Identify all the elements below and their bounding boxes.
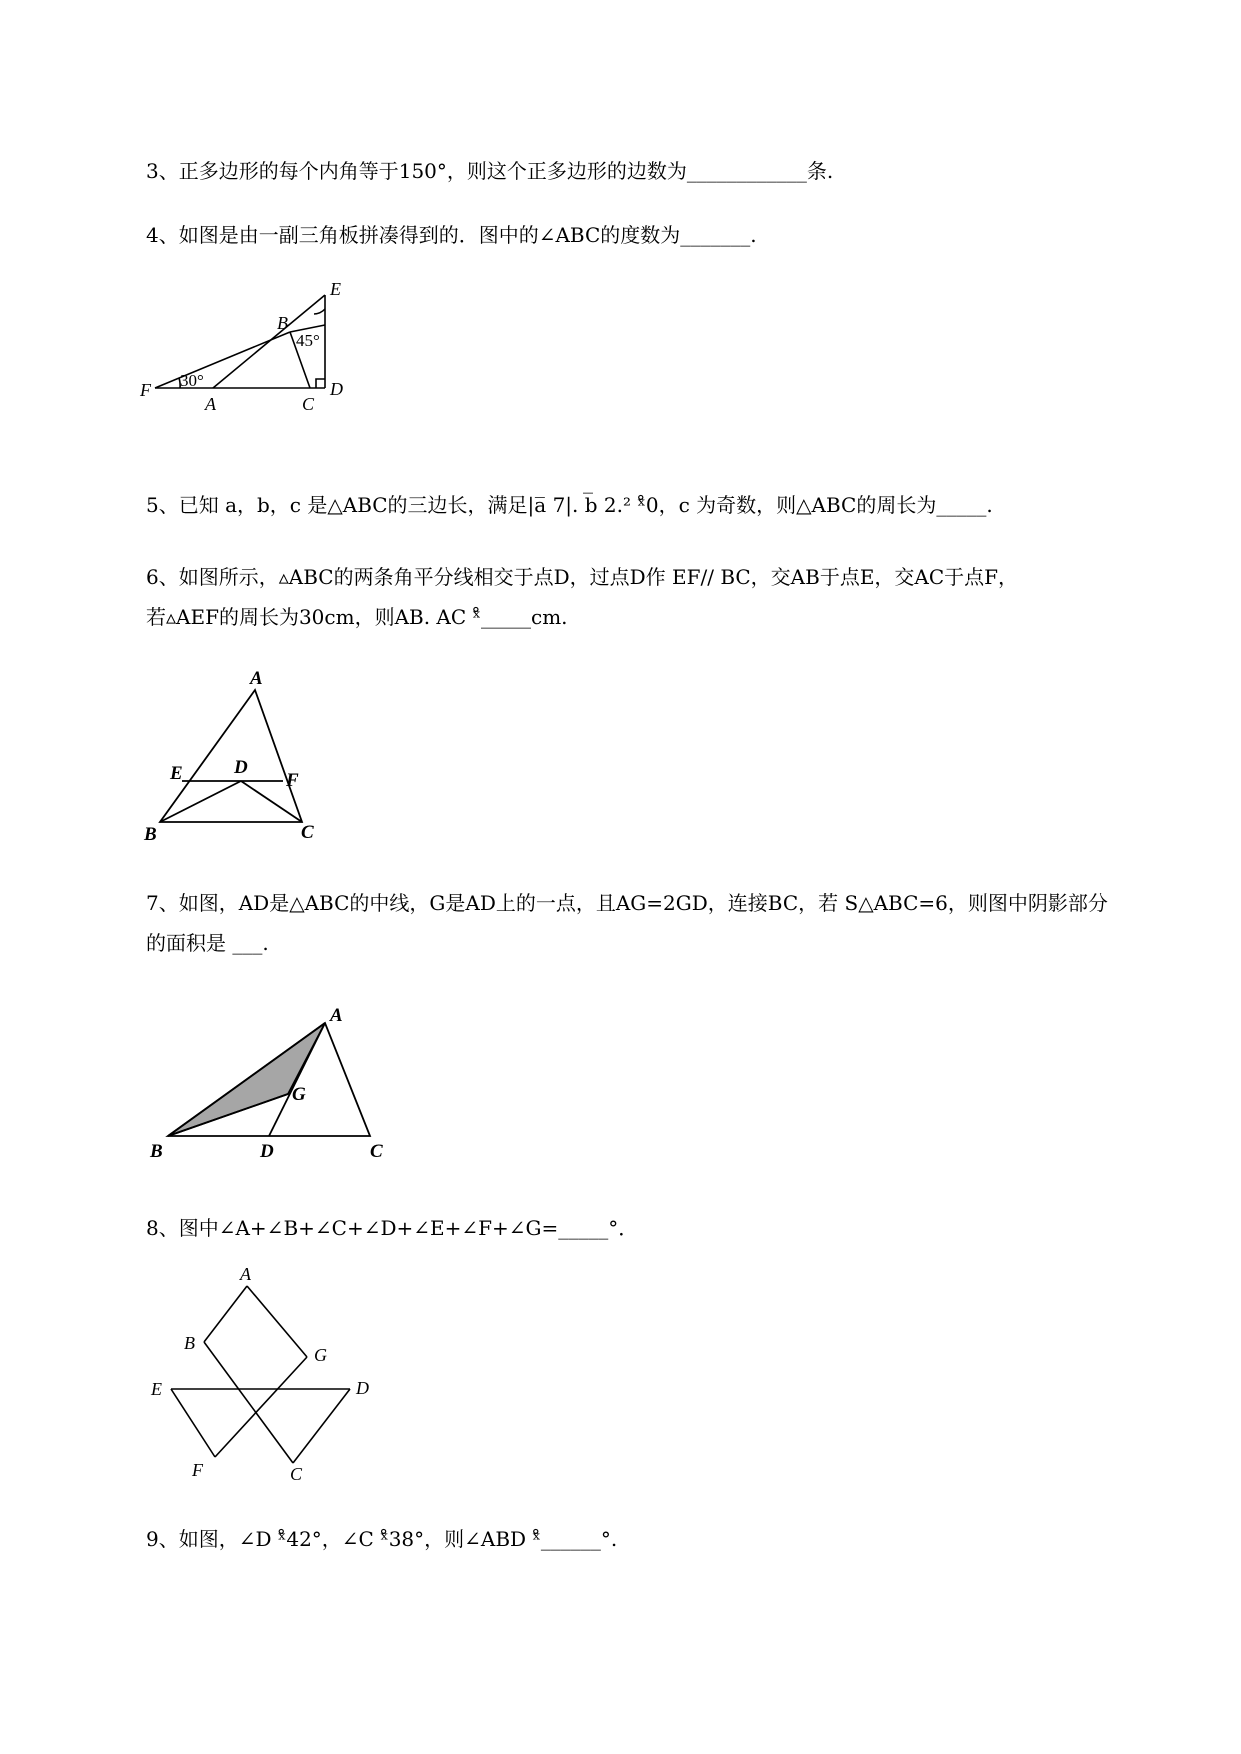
label-C: C xyxy=(290,1464,303,1484)
question-4-text: 4、如图是由一副三角板拼凑得到的．图中的∠ABC的度数为_______. xyxy=(146,223,757,247)
label-G: G xyxy=(314,1345,327,1365)
question-8-text: 8、图中∠A+∠B+∠C+∠D+∠E+∠F+∠G=_____°． xyxy=(146,1216,639,1240)
label-A: A xyxy=(330,1005,343,1026)
label-F: F xyxy=(286,770,299,791)
label-A: A xyxy=(250,668,263,689)
segment-EF xyxy=(171,1389,215,1457)
figure-7-median-triangle xyxy=(140,995,410,1165)
label-angle-30: 30° xyxy=(180,371,204,390)
triangle-ABC xyxy=(160,690,302,822)
question-3 xyxy=(146,151,833,191)
question-9 xyxy=(146,1519,617,1559)
question-6-line-1: 6、如图所示，▵ABC的两条角平分线相交于点D，过点D作 EF// BC，交AB于点E，交AC于点F， xyxy=(146,565,1019,589)
label-D: D xyxy=(260,1141,274,1162)
figure-6-triangle xyxy=(140,660,340,850)
question-9-text: 9、如图，∠D ˣ̊42°，∠C ˣ̊38°，则∠ABD ˣ̊______°. xyxy=(146,1527,618,1551)
question-8 xyxy=(146,1208,638,1248)
label-A: A xyxy=(240,1264,251,1284)
label-D: D xyxy=(356,1378,369,1398)
label-F: F xyxy=(140,380,151,400)
question-7 xyxy=(146,883,1108,963)
segment-GF xyxy=(215,1357,307,1457)
question-5-text: 5、已知 a，b，c 是△ABC的三边长，满足|a̅ 7|. b̅ 2.² ˣ̊0，c 为奇数，则△ABC的周长为_____. xyxy=(146,493,993,517)
question-3-text: 3、正多边形的每个内角等于150°，则这个正多边形的边数为____________条. xyxy=(146,159,834,183)
question-6 xyxy=(146,557,1018,637)
question-7-line-2: 的面积是 ___. xyxy=(146,931,269,955)
right-angle-mark xyxy=(316,379,325,388)
label-E: E xyxy=(330,279,341,299)
figure-4-triangle-set xyxy=(140,279,360,425)
label-D: D xyxy=(330,379,343,399)
label-A: A xyxy=(205,394,216,414)
angle-arc-45 xyxy=(314,309,325,314)
label-G: G xyxy=(292,1084,306,1105)
label-F: F xyxy=(192,1460,203,1480)
label-C: C xyxy=(302,394,315,414)
segment-BC xyxy=(204,1342,293,1463)
label-B: B xyxy=(144,824,157,845)
label-D: D xyxy=(234,757,248,778)
segment-AG xyxy=(247,1286,307,1357)
label-C: C xyxy=(301,822,314,843)
label-angle-45: 45° xyxy=(296,331,320,350)
question-6-line-2: 若▵AEF的周长为30cm，则AB. AC ˣ̊_____cm. xyxy=(146,605,568,629)
question-5 xyxy=(146,485,993,525)
label-B: B xyxy=(150,1141,163,1162)
label-E: E xyxy=(170,763,183,784)
segment-AB xyxy=(204,1286,247,1342)
segment-DC xyxy=(293,1389,350,1463)
label-E: E xyxy=(151,1379,162,1399)
question-4 xyxy=(146,215,757,255)
segment-BD xyxy=(160,781,241,822)
label-C: C xyxy=(370,1141,383,1162)
question-7-line-1: 7、如图，AD是△ABC的中线，G是AD上的一点，且AG=2GD，连接BC，若 S△ABC=6，则图中阴影部分 xyxy=(146,891,1108,915)
label-B: B xyxy=(184,1333,195,1353)
figure-8-angle-sum xyxy=(140,1264,380,1490)
label-B: B xyxy=(277,313,288,333)
